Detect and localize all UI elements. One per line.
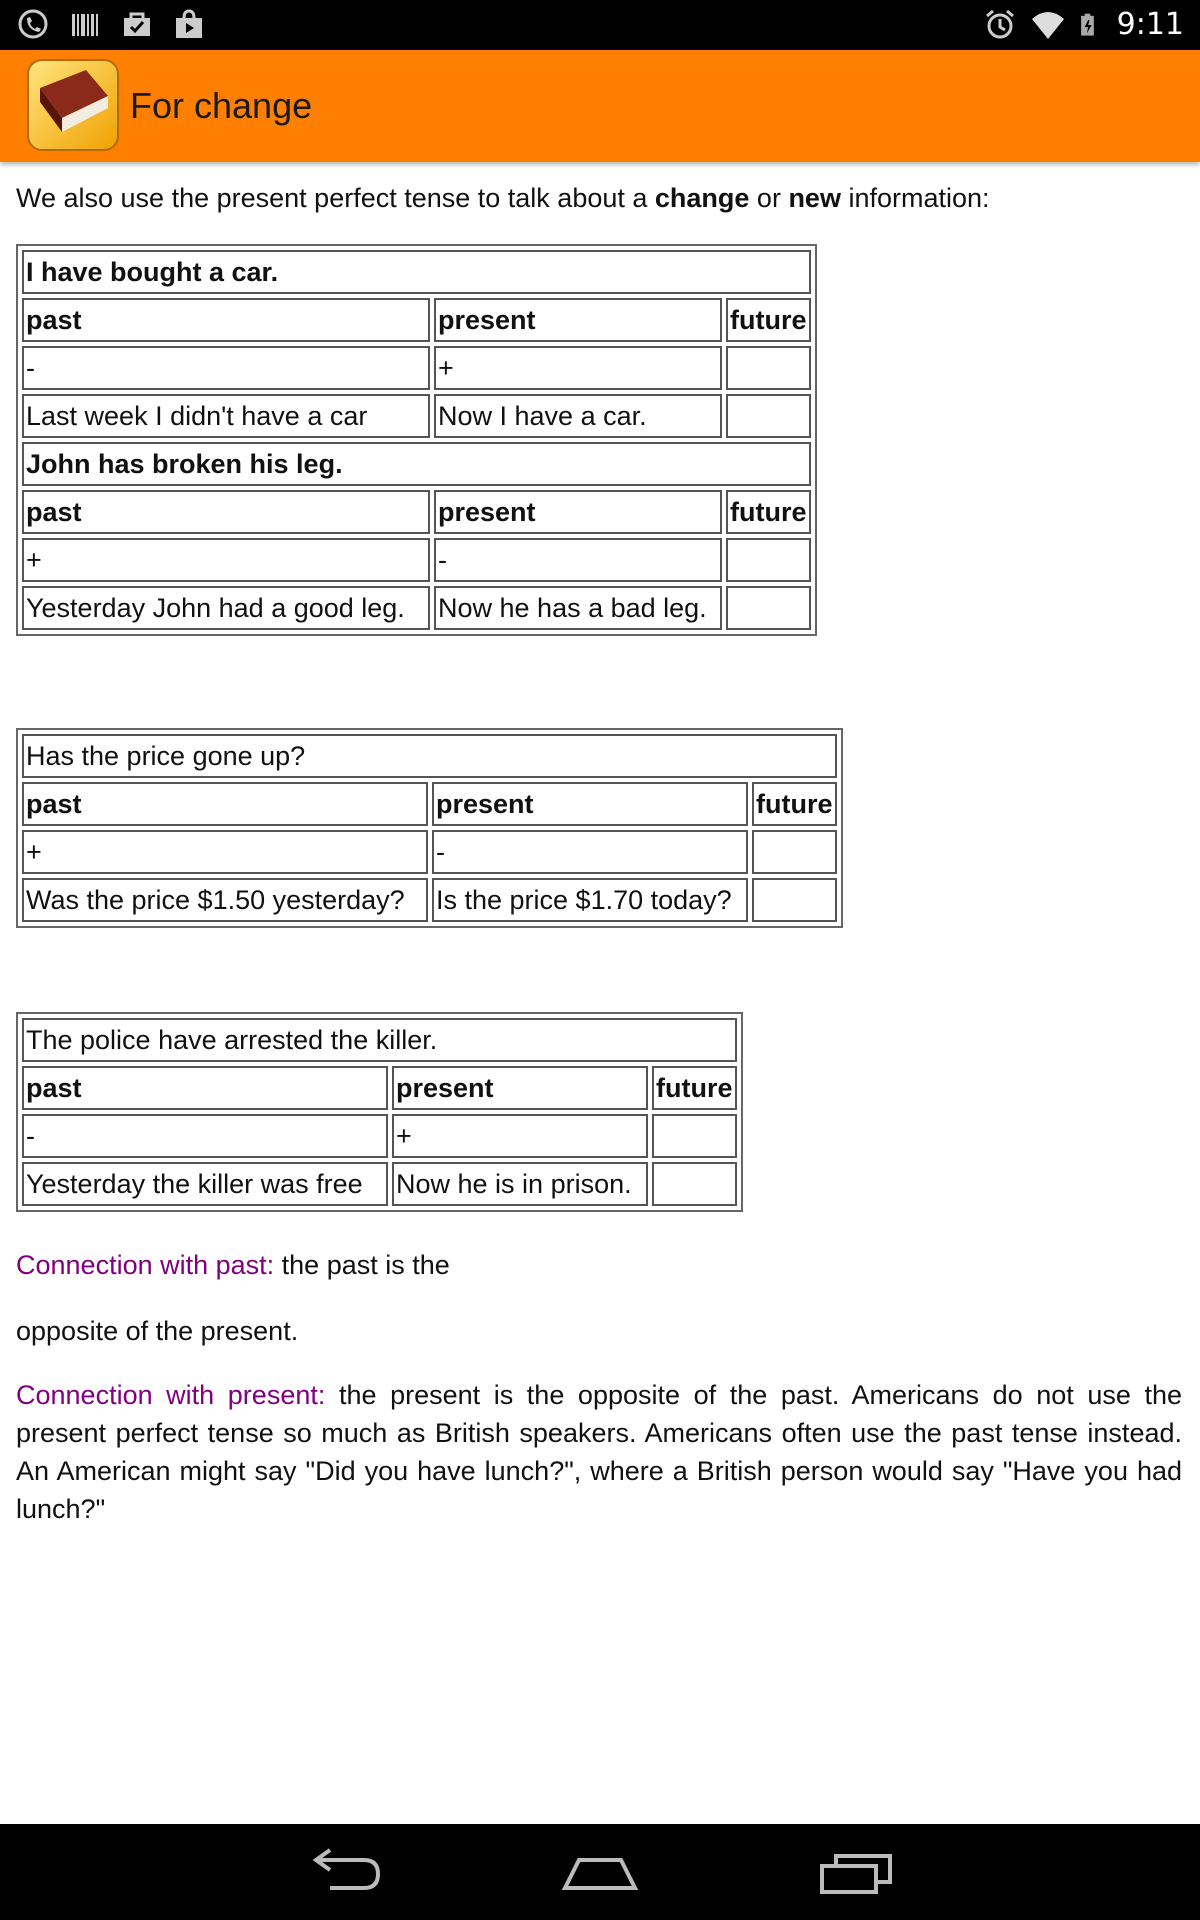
sign-future xyxy=(652,1114,737,1158)
tense-table-police xyxy=(16,1012,743,1212)
tense-table-price xyxy=(16,728,843,928)
barcode-icon xyxy=(68,8,102,42)
sign-past: - xyxy=(22,346,430,390)
table-example-row xyxy=(22,394,811,438)
sign-present: + xyxy=(434,346,722,390)
header-future: future xyxy=(726,490,811,534)
table-title: Has the price gone up? xyxy=(22,734,837,778)
table-title-row xyxy=(22,1018,737,1062)
header-past: past xyxy=(22,490,430,534)
header-past: past xyxy=(22,782,428,826)
sign-present: + xyxy=(392,1114,648,1158)
example-future xyxy=(652,1162,737,1206)
connection-present-label: Connection with present: xyxy=(16,1380,326,1410)
sign-present: - xyxy=(432,830,748,874)
connection-past-paragraph xyxy=(16,1246,1182,1284)
example-future xyxy=(752,878,837,922)
header-future: future xyxy=(652,1066,737,1110)
table-header-row xyxy=(22,298,811,342)
header-present: present xyxy=(432,782,748,826)
table-example-row xyxy=(22,586,811,630)
grammar-book-icon[interactable] xyxy=(26,58,120,152)
table-header-row xyxy=(22,490,811,534)
header-present: present xyxy=(434,490,722,534)
table-example-row xyxy=(22,878,837,922)
table-title-row xyxy=(22,734,837,778)
example-future xyxy=(726,394,811,438)
intro-text-after: information: xyxy=(840,183,990,213)
example-past: Was the price $1.50 yesterday? xyxy=(22,878,428,922)
sign-future xyxy=(752,830,837,874)
header-past: past xyxy=(22,298,430,342)
header-present: present xyxy=(392,1066,648,1110)
connection-past-continuation: opposite of the present. xyxy=(16,1316,299,1346)
table-header-row xyxy=(22,782,837,826)
system-status xyxy=(983,6,1184,44)
intro-paragraph xyxy=(16,178,1182,218)
table-title-row xyxy=(22,250,811,294)
connection-past-text: the past is the xyxy=(274,1250,450,1280)
example-past: Yesterday John had a good leg. xyxy=(22,586,430,630)
home-icon[interactable] xyxy=(555,1842,645,1902)
table-sign-row xyxy=(22,1114,737,1158)
table-sign-row xyxy=(22,346,811,390)
sign-past: + xyxy=(22,830,428,874)
table-sign-row xyxy=(22,538,811,582)
table-title: The police have arrested the killer. xyxy=(22,1018,737,1062)
table-title: I have bought a car. xyxy=(22,250,811,294)
tense-table-car-leg xyxy=(16,244,817,636)
example-past: Yesterday the killer was free xyxy=(22,1162,388,1206)
example-present: Now he has a bad leg. xyxy=(434,586,722,630)
connection-past-label: Connection with past: xyxy=(16,1250,275,1280)
example-future xyxy=(726,586,811,630)
example-present: Now he is in prison. xyxy=(392,1162,648,1206)
notification-icons xyxy=(16,8,206,42)
connection-present-text: the present is the opposite of the past. Americans do not use the present perfect tense so much as British speakers. Americans often use the past tense instead. An American might say "Did you have lunch?", where a British person would say "Have you had lunch?" xyxy=(16,1380,1182,1524)
example-present: Is the price $1.70 today? xyxy=(432,878,748,922)
table-header-row xyxy=(22,1066,737,1110)
intro-word-change: change xyxy=(654,183,750,213)
table-sign-row xyxy=(22,830,837,874)
intro-text-before: We also use the present perfect tense to talk about a xyxy=(16,183,655,213)
task-icon xyxy=(120,8,154,42)
sign-future xyxy=(726,538,811,582)
table-title-row xyxy=(22,442,811,486)
table-title: John has broken his leg. xyxy=(22,442,811,486)
play-store-icon xyxy=(172,8,206,42)
header-future: future xyxy=(726,298,811,342)
wifi-icon xyxy=(1031,8,1065,42)
navigation-bar xyxy=(0,1824,1200,1920)
battery-icon xyxy=(1079,8,1103,42)
intro-text-middle: or xyxy=(749,183,789,213)
connection-present-paragraph xyxy=(16,1376,1182,1528)
clock: 9:11 xyxy=(1116,7,1184,42)
status-bar xyxy=(0,0,1200,50)
header-future: future xyxy=(752,782,837,826)
intro-word-new: new xyxy=(788,183,841,213)
header-past: past xyxy=(22,1066,388,1110)
sign-past: + xyxy=(22,538,430,582)
action-bar xyxy=(0,50,1200,162)
sign-past: - xyxy=(22,1114,388,1158)
back-icon[interactable] xyxy=(300,1842,390,1902)
viber-icon xyxy=(16,8,50,42)
alarm-icon xyxy=(983,8,1017,42)
sign-present: - xyxy=(434,538,722,582)
example-present: Now I have a car. xyxy=(434,394,722,438)
page-title: For change xyxy=(130,85,313,126)
sign-future xyxy=(726,346,811,390)
lesson-content xyxy=(16,178,1182,1524)
table-example-row xyxy=(22,1162,737,1206)
example-past: Last week I didn't have a car xyxy=(22,394,430,438)
header-present: present xyxy=(434,298,722,342)
recent-apps-icon[interactable] xyxy=(812,1842,902,1902)
